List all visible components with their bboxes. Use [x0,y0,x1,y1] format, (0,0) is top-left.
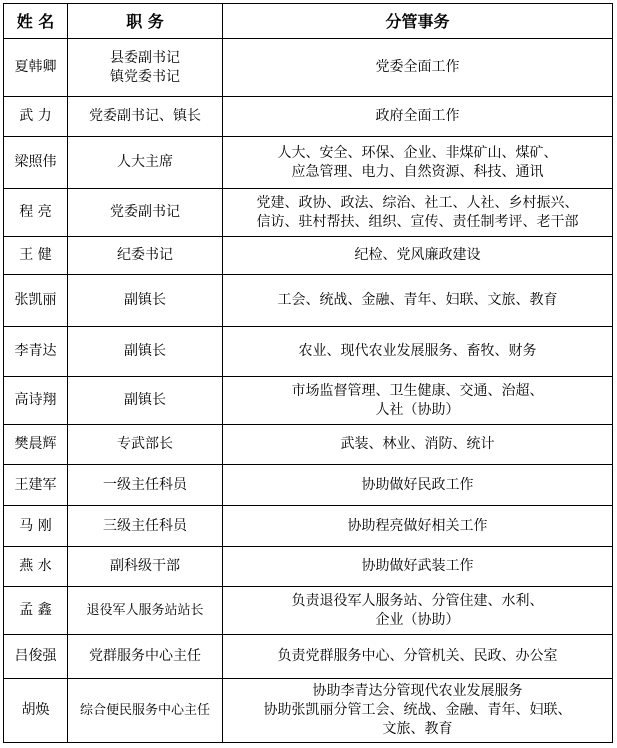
table-row [4,425,613,465]
name-cell: 王建军 [4,465,68,506]
header-row [4,4,613,39]
table-row [4,189,613,237]
header-duties: 分管事务 [223,4,613,39]
duties-table [3,3,613,743]
duties-cell: 纪检、党风廉政建设 [223,237,613,275]
table-row [4,97,613,137]
header-position: 职 务 [68,4,223,39]
name-cell: 李青达 [4,327,68,377]
position-cell: 退役军人服务站站长 [68,587,223,635]
name-cell: 吕俊强 [4,635,68,679]
name-cell: 武 力 [4,97,68,137]
duties-cell: 农业、现代农业发展服务、畜牧、财务 [223,327,613,377]
table-row [4,275,613,327]
table-row [4,679,613,743]
duties-cell: 协助程亮做好相关工作 [223,506,613,547]
name-cell: 胡焕 [4,679,68,743]
position-cell: 党群服务中心主任 [68,635,223,679]
position-cell: 综合便民服务中心主任 [68,679,223,743]
name-cell: 高诗翔 [4,377,68,425]
name-cell: 张凯丽 [4,275,68,327]
position-cell: 党委副书记、镇长 [68,97,223,137]
table-row [4,587,613,635]
duties-cell: 人大、安全、环保、企业、非煤矿山、煤矿、 应急管理、电力、自然资源、科技、通讯 [223,137,613,189]
position-cell: 县委副书记 镇党委书记 [68,39,223,97]
duties-cell: 党建、政协、政法、综治、社工、人社、乡村振兴、 信访、驻村帮扶、组织、宣传、责任制考评、老干部 [223,189,613,237]
header-name: 姓 名 [4,4,68,39]
position-cell: 专武部长 [68,425,223,465]
table-row [4,465,613,506]
table-row [4,237,613,275]
duties-cell: 负责党群服务中心、分管机关、民政、办公室 [223,635,613,679]
table-row [4,39,613,97]
name-cell: 樊晨辉 [4,425,68,465]
position-cell: 副镇长 [68,377,223,425]
duties-cell: 工会、统战、金融、青年、妇联、文旅、教育 [223,275,613,327]
position-cell: 党委副书记 [68,189,223,237]
position-cell: 副科级干部 [68,547,223,587]
name-cell: 孟 鑫 [4,587,68,635]
position-cell: 副镇长 [68,275,223,327]
duties-cell: 协助做好武装工作 [223,547,613,587]
duties-cell: 协助做好民政工作 [223,465,613,506]
position-cell: 副镇长 [68,327,223,377]
duties-cell: 政府全面工作 [223,97,613,137]
name-cell: 程 亮 [4,189,68,237]
duties-cell: 协助李青达分管现代农业发展服务 协助张凯丽分管工会、统战、金融、青年、妇联、 文旅、教育 [223,679,613,743]
duties-cell: 市场监督管理、卫生健康、交通、治超、 人社（协助） [223,377,613,425]
position-cell: 纪委书记 [68,237,223,275]
table-row [4,137,613,189]
name-cell: 夏韩卿 [4,39,68,97]
table-row [4,506,613,547]
name-cell: 王 健 [4,237,68,275]
table-row [4,327,613,377]
name-cell: 梁照伟 [4,137,68,189]
position-cell: 三级主任科员 [68,506,223,547]
duties-cell: 党委全面工作 [223,39,613,97]
position-cell: 一级主任科员 [68,465,223,506]
table-row [4,635,613,679]
name-cell: 燕 水 [4,547,68,587]
table-row [4,377,613,425]
position-cell: 人大主席 [68,137,223,189]
table-row [4,547,613,587]
name-cell: 马 刚 [4,506,68,547]
duties-cell: 负责退役军人服务站、分管住建、水利、 企业（协助） [223,587,613,635]
duties-cell: 武装、林业、消防、统计 [223,425,613,465]
